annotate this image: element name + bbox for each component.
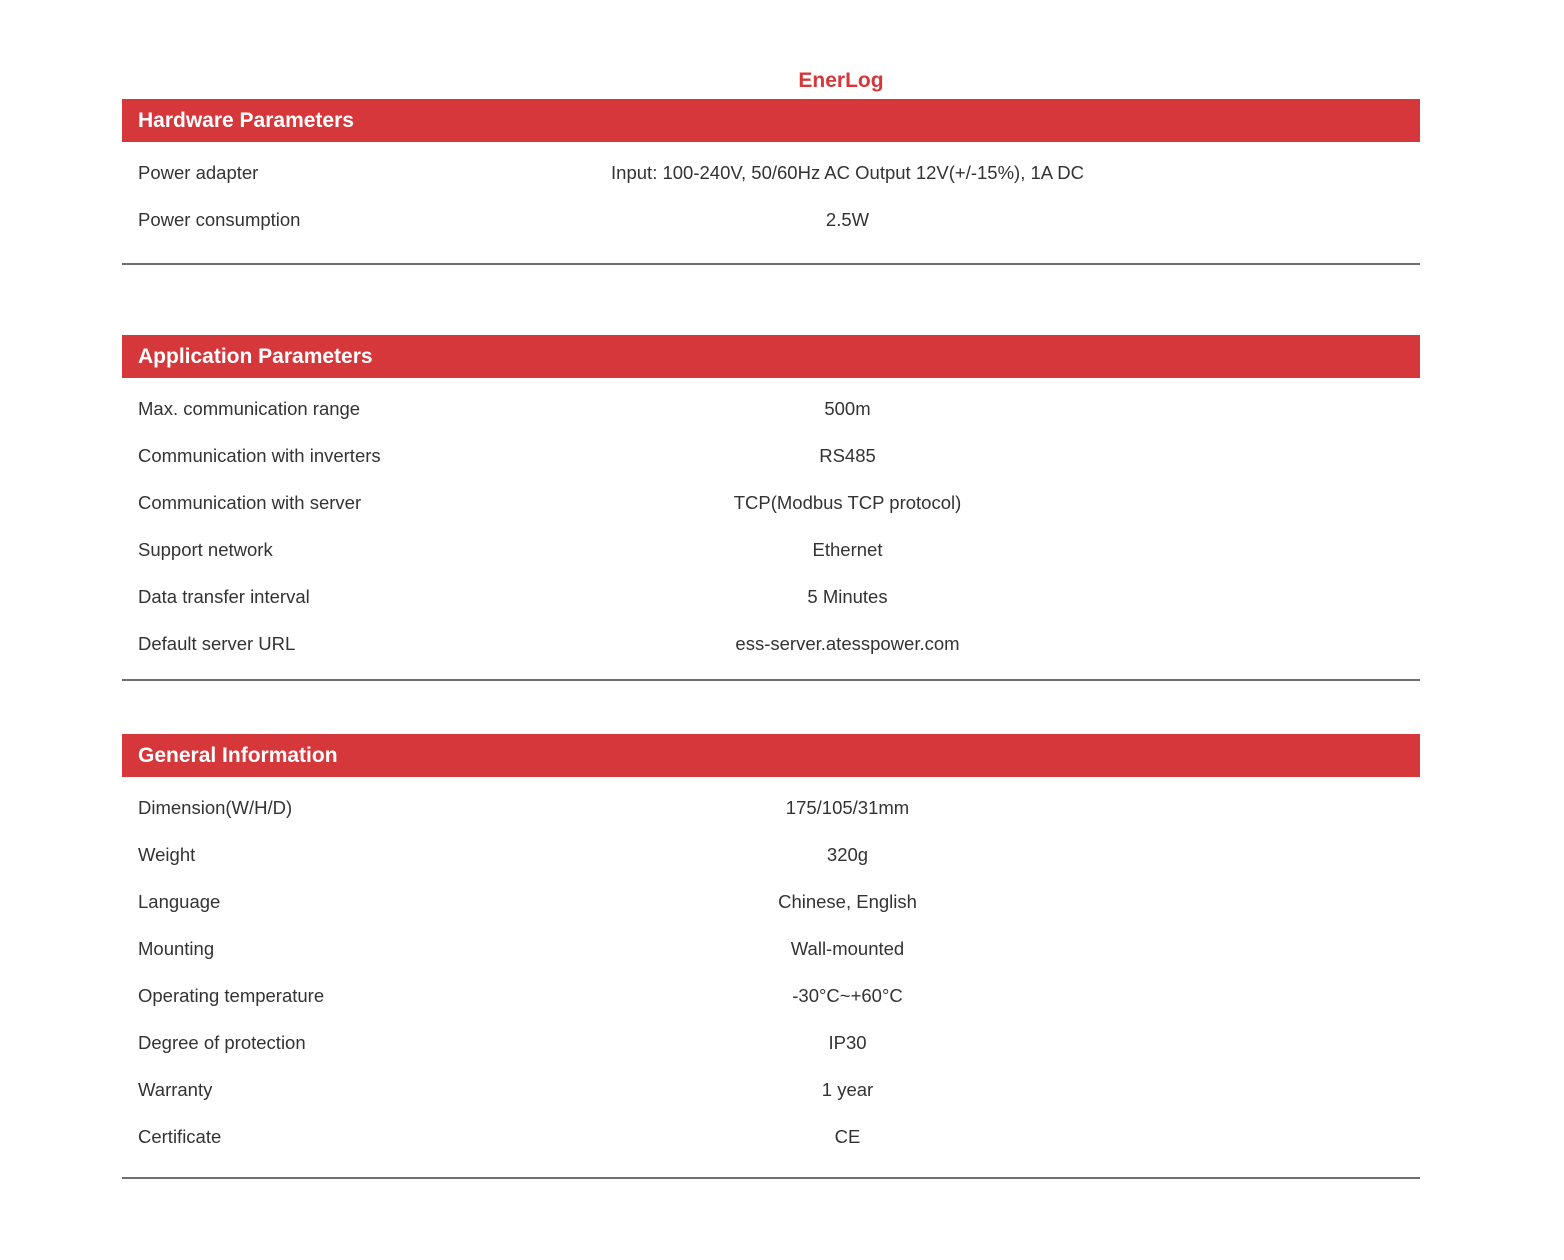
spec-row [122,196,1420,243]
section-divider [122,679,1420,681]
section-header: General Information [122,734,1420,777]
spec-label: Degree of protection [138,1032,306,1053]
section-header: Application Parameters [122,335,1420,378]
spec-label: Support network [138,539,273,560]
spec-value: 1 year [821,1079,874,1100]
spec-value: CE [834,1126,861,1147]
spec-row [122,479,1420,526]
product-title: EnerLog [798,69,884,92]
spec-value: 500m [824,398,871,419]
spec-rows [122,378,1420,667]
spec-value: RS485 [819,445,876,466]
spec-row [122,878,1420,925]
spec-label: Dimension(W/H/D) [138,797,293,818]
spec-label: Language [138,891,221,912]
spec-row [122,1113,1420,1160]
spec-value: Wall-mounted [790,938,905,959]
section-hardware-parameters [122,99,1420,243]
spec-value: IP30 [828,1032,867,1053]
spec-label: Data transfer interval [138,586,310,607]
spec-value: TCP(Modbus TCP protocol) [733,492,962,513]
spec-rows [122,777,1420,1160]
spec-row [122,784,1420,831]
spec-rows [122,142,1420,243]
spec-row [122,972,1420,1019]
spec-label: Max. communication range [138,398,361,419]
spec-value: 175/105/31mm [785,797,910,818]
spec-label: Communication with server [138,492,362,513]
spec-value: Chinese, English [778,891,917,912]
spec-value: ess-server.atesspower.com [735,633,960,654]
spec-row [122,1019,1420,1066]
section-header: Hardware Parameters [122,99,1420,142]
spec-row [122,432,1420,479]
spec-row [122,620,1420,667]
section-general-information [122,734,1420,1160]
spec-value: 2.5W [825,209,870,230]
spec-value: 320g [826,844,869,865]
spec-row [122,385,1420,432]
spec-value: Ethernet [812,539,883,560]
spec-value: -30°C~+60°C [792,985,903,1006]
spec-value: Input: 100-240V, 50/60Hz AC Output 12V(+/-15%), 1A DC [611,162,1084,183]
spec-label: Operating temperature [138,985,325,1006]
spec-row [122,1066,1420,1113]
section-divider [122,263,1420,265]
spec-label: Default server URL [138,633,296,654]
spec-label: Weight [138,844,196,865]
spec-row [122,526,1420,573]
spec-label: Warranty [138,1079,213,1100]
spec-label: Mounting [138,938,215,959]
spec-value: 5 Minutes [807,586,888,607]
spec-label: Certificate [138,1126,222,1147]
spec-row [122,831,1420,878]
spec-label: Power adapter [138,162,259,183]
spec-label: Power consumption [138,209,301,230]
section-application-parameters [122,335,1420,667]
spec-row [122,573,1420,620]
section-divider [122,1177,1420,1179]
spec-row [122,149,1420,196]
spec-label: Communication with inverters [138,445,381,466]
spec-row [122,925,1420,972]
